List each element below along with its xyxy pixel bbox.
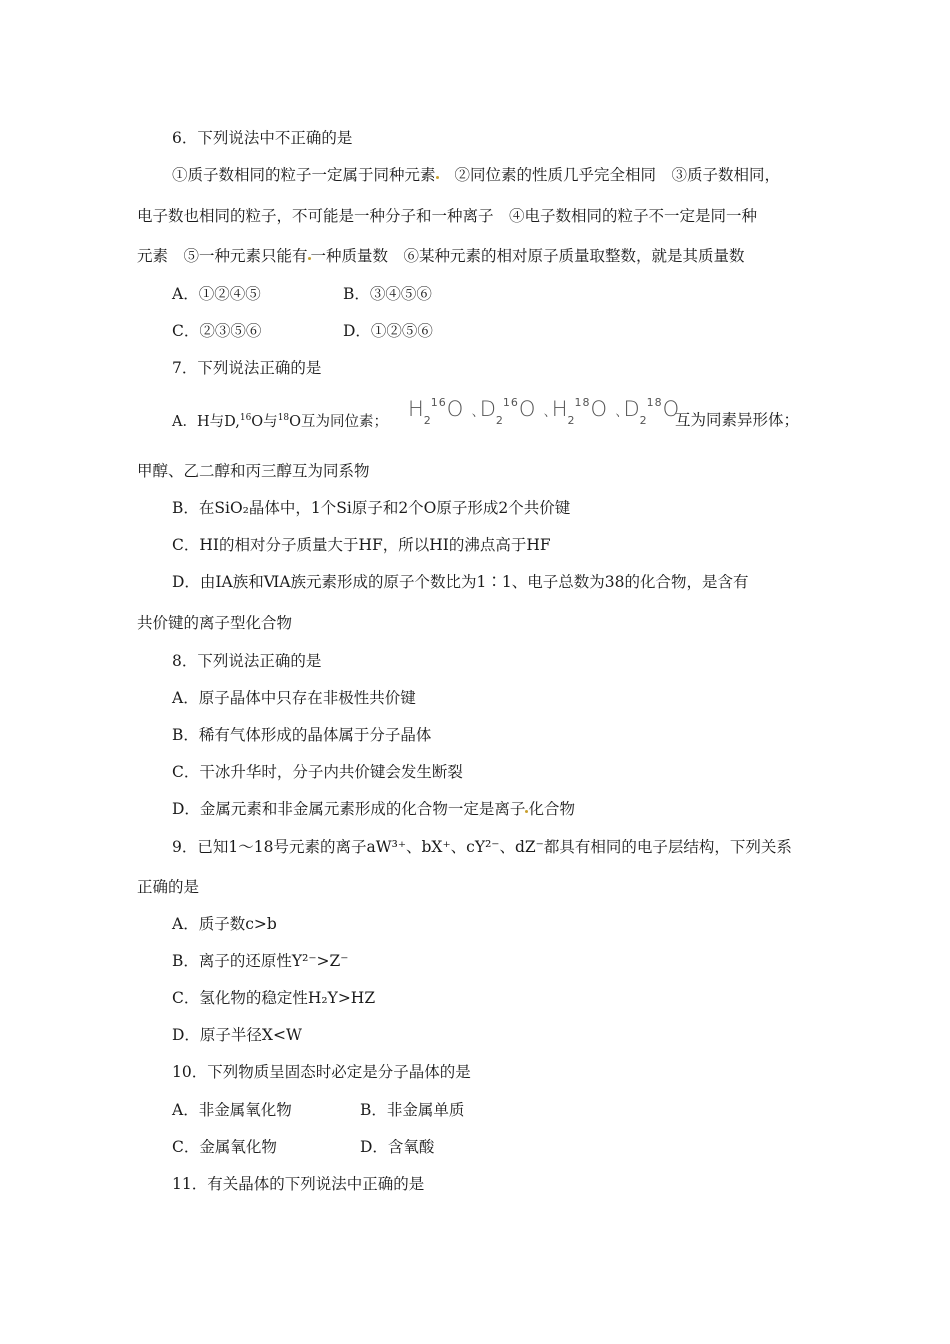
- q7-stem: 7．下列说法正确的是: [172, 359, 322, 377]
- q6-statement-5: 元素 ⑤一种元素只能有: [137, 247, 308, 265]
- q7-option-a-suffix: 互为同素异形体；: [675, 411, 800, 429]
- q7-option-a: [172, 408, 388, 432]
- q7-option-a-cont: 甲醇、乙二醇和丙三醇互为同系物: [137, 462, 370, 480]
- q6-statement-6: 一种质量数 ⑥某种元素的相对原子质量取整数，就是其质量数: [310, 247, 745, 265]
- q8-stem: 8．下列说法正确的是: [172, 652, 322, 670]
- q6-option-c: C．②③⑤⑥: [172, 322, 262, 340]
- q9-option-b: B．离子的还原性Y²⁻>Z⁻: [172, 952, 349, 970]
- q8-option-d-b: 化合物: [528, 800, 575, 818]
- q7-option-a-mid: O与: [251, 414, 278, 430]
- q7-option-a-post: O互为同位素；: [289, 414, 389, 430]
- q7-option-b: B．在SiO₂晶体中，1个Si原子和2个O原子形成2个共价键: [172, 499, 571, 517]
- q6-statement-1: ①质子数相同的粒子一定属于同种元素: [172, 166, 436, 184]
- q6-option-d: D．①②⑤⑥: [343, 322, 433, 340]
- superscript-16: 16: [239, 413, 252, 423]
- q10-option-d: D．含氧酸: [360, 1138, 435, 1156]
- q8-option-d-a: D．金属元素和非金属元素形成的化合物一定是离子: [172, 800, 526, 818]
- q7-option-d: D．由ⅠA族和ⅥA族元素形成的原子个数比为1∶1、电子总数为38的化合物，是含有: [172, 573, 749, 591]
- q9-stem: 9．已知1～18号元素的离子aW³⁺、bX⁺、cY²⁻、dZ⁻都具有相同的电子层结构，下列关系: [172, 838, 792, 856]
- superscript-18: 18: [277, 413, 290, 423]
- isotope-formula-image: $H_2^{16}O$ ､$D_2^{16}O$ ､$H_2^{18}O$ ､$D_2^{18}O$: [408, 396, 681, 427]
- q10-stem: 10．下列物质呈固态时必定是分子晶体的是: [172, 1063, 471, 1081]
- q7-option-c: C．HI的相对分子质量大于HF，所以HI的沸点高于HF: [172, 536, 551, 554]
- q8-option-a: A．原子晶体中只存在非极性共价键: [172, 689, 416, 707]
- q11-stem: 11．有关晶体的下列说法中正确的是: [172, 1175, 425, 1193]
- q8-option-c: C．干冰升华时，分子内共价键会发生断裂: [172, 763, 463, 781]
- q6-line2: 电子数也相同的粒子，不可能是一种分子和一种离子 ④电子数相同的粒子不一定是同一种: [137, 207, 758, 225]
- q10-option-a: A．非金属氧化物: [172, 1101, 292, 1119]
- q9-stem-cont: 正确的是: [137, 878, 200, 896]
- q8-option-d: [172, 799, 575, 819]
- q10-option-c: C．金属氧化物: [172, 1138, 277, 1156]
- q6-statement-2-3: ②同位素的性质几乎完全相同 ③质子数相同，: [454, 166, 781, 184]
- q10-option-b: B．非金属单质: [360, 1101, 465, 1119]
- q6-option-b: B．③④⑤⑥: [343, 285, 432, 303]
- q6-option-a: A．①②④⑤: [172, 285, 261, 303]
- q7-option-a-pre: A．H与D,: [172, 414, 240, 430]
- q9-option-a: A．质子数c>b: [172, 915, 277, 933]
- mark-dot: [436, 176, 439, 179]
- q9-option-c: C．氢化物的稳定性H₂Y>HZ: [172, 989, 376, 1007]
- q6-line1: [172, 165, 780, 185]
- q7-option-d-cont: 共价键的离子型化合物: [137, 614, 293, 632]
- q6-stem: 6．下列说法中不正确的是: [172, 129, 353, 147]
- q9-option-d: D．原子半径X<W: [172, 1026, 302, 1044]
- q6-line3: [137, 246, 745, 266]
- q8-option-b: B．稀有气体形成的晶体属于分子晶体: [172, 726, 432, 744]
